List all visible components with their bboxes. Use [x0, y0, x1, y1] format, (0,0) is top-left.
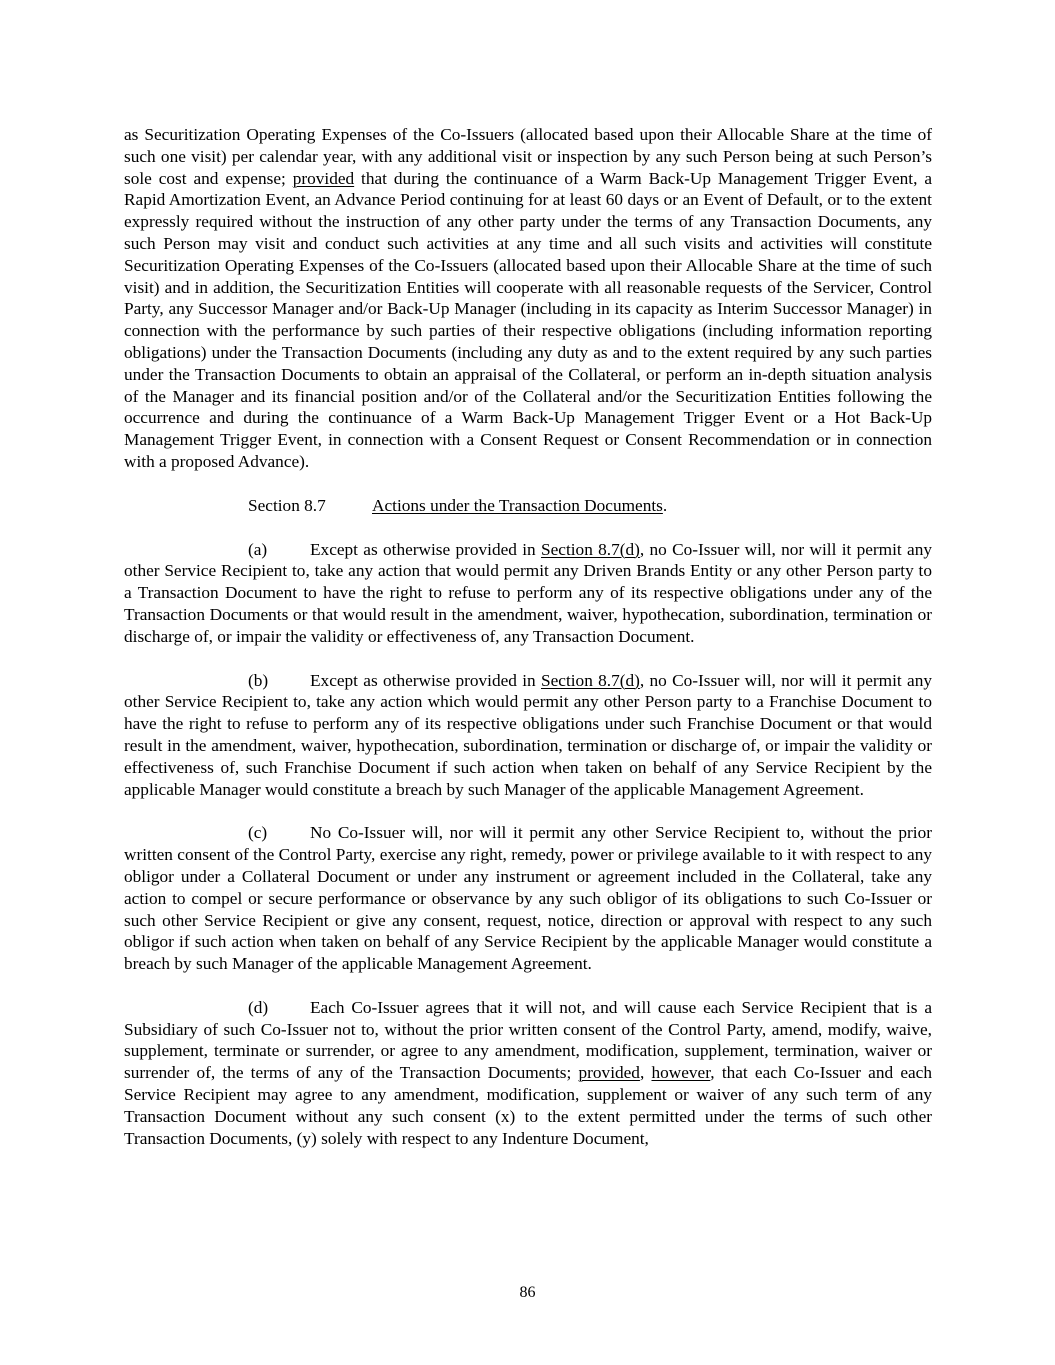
section-number: Section 8.7 — [248, 495, 326, 515]
provided-term: provided — [292, 168, 355, 188]
paragraph-c: (c) No Co-Issuer will, nor will it permit any other Service Recipient to, without the prior written consent of the Control Party, exercise any right, remedy, power or privilege available to it with respect to any obligor under a Collateral Document or under any instrument or agreement included in the Collateral, take any action to compel or secure performance or observance by any such obligor of its obligations to such Co-Issuer or such other Service Recipient or give any consent, request, notice, direction or approval with respect to any such obligor if such action when taken on behalf of any Service Recipient by the applicable Manager would constitute a breach by such Manager of the applicable Management Agreement. — [124, 823, 932, 974]
section-title: Actions under the Transaction Documents — [372, 495, 663, 515]
section-heading: Section 8.7 Actions under the Transaction Documents. — [248, 495, 668, 515]
paragraph-label: (c) — [248, 823, 268, 843]
however-term: however — [651, 1063, 711, 1083]
paragraph-b: (b) Except as otherwise provided in Section 8.7(d), no Co-Issuer will, nor will it permit any other Service Recipient to, take any action which would permit any other Person party to a Franchise Document to have the right to refuse to perform any of its respective obligations under such Franchise Document or that would result in the amendment, waiver, hypothecation, subordination, termination or discharge of, or impair the validity or effectiveness of, such Franchise Document if such action when taken on behalf of any Service Recipient by the applicable Manager would constitute a breach by such Manager of the applicable Management Agreement. — [124, 670, 932, 799]
cross-reference: Section 8.7(d) — [541, 539, 640, 559]
cross-reference: Section 8.7(d) — [541, 670, 640, 690]
continuation-paragraph: as Securitization Operating Expenses of the Co-Issuers (allocated based upon their Allocable Share at the time of such one visit) per calendar year, with any additional visit or inspection by any such Person being at such Person’s sole cost and expense; provided that during the continuance of a Warm Back-Up Management Trigger Event, a Rapid Amortization Event, an Advance Period continuing for at least 60 days or an Event of Default, or to the extent expressly required without the instruction of any other party under the terms of any Transaction Documents, any such Person may visit and conduct such activities at any time and all such visits and activities will constitute Securitization Operating Expenses of the Co-Issuers (allocated based upon their Allocable Share at the time of such visit) and in addition, the Securitization Entities will cooperate with all reasonable requests of the Servicer, Control Party, any Successor Manager and/or Back-Up Manager (including in its capacity as Interim Successor Manager) in connection with the performance by such parties of their respective obligations (including information reporting obligations) under the Transaction Documents (including any duty as and to the extent required by any such parties under the Transaction Documents to obtain an appraisal of the Collateral, or perform an in-depth situation analysis of the Manager and its financial position and/or of the Collateral and/or the Securitization Entities following the occurrence and during the continuance of a Warm Back-Up Management Trigger Event or a Hot Back-Up Management Trigger Event, in connection with a Consent Request or Consent Recommendation or in connection with a proposed Advance). — [124, 125, 932, 471]
provided-term: provided — [578, 1063, 640, 1083]
document-page — [124, 124, 932, 1149]
page-number: 86 — [519, 1284, 536, 1301]
paragraph-a: (a) Except as otherwise provided in Section 8.7(d), no Co-Issuer will, nor will it permit any other Service Recipient to, take any action that would permit any Driven Brands Entity or any other Person party to a Transaction Document to have the right to refuse to perform any of its respective obligations under any of the Transaction Documents or that would result in the amendment, waiver, hypothecation, subordination, termination or discharge of, or impair the validity or effectiveness of, any Transaction Document. — [124, 539, 932, 646]
paragraph-label: (d) — [248, 997, 269, 1017]
paragraph-d: (d) Each Co-Issuer agrees that it will not, and will cause each Service Recipient that is a Subsidiary of such Co-Issuer not to, without the prior written consent of the Control Party, amend, modify, waive, supplement, terminate or surrender, or agree to any amendment, modification, supplement, termination, waiver or surrender of, the terms of any of the Transaction Documents; provided, however, that each Co-Issuer and each Service Recipient may agree to any amendment, modification, supplement or waiver of any such term of any Transaction Document without any such consent (x) to the extent permitted under the terms of such other Transaction Documents, (y) solely with respect to any Indenture Document, — [124, 997, 932, 1148]
paragraph-label: (a) — [248, 539, 268, 559]
paragraph-label: (b) — [248, 670, 269, 690]
